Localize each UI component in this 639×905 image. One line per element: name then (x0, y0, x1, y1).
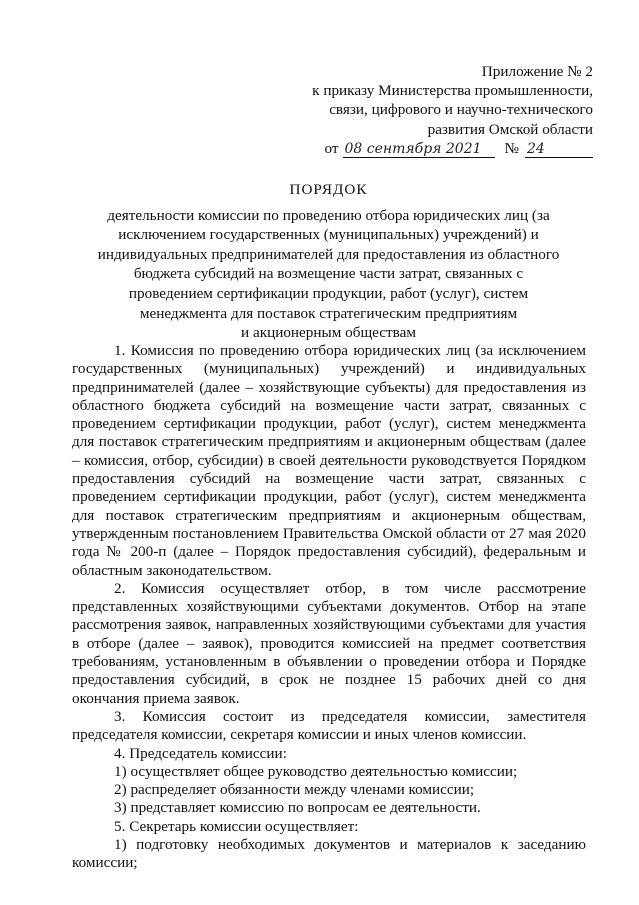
title-line: исключением государственных (муниципальных) учреждений) и (118, 226, 539, 244)
from-label: от (324, 139, 339, 157)
paragraph-item-1: 1. Комиссия по проведению отбора юридических лиц (за исключением государственных (муниципальных) учреждений) и индивидуальных предпринимателей (далее – хозяйствующие субъекты) для предоставления из областного бюджета субсидий на возмещение части затрат, связанных с проведением сертификации продукции, работ (услуг), систем менеджмента для поставок стратегическим предприятиям и акционерным обществам (далее – комиссия, отбор, субсидии) в своей деятельности руководствуется Порядком предоставления субсидий на возмещение части затрат, связанных с проведением сертификации продукции, работ (услуг), систем менеджмента для поставок стратегическим предприятиям и акционерным обществам, утвержденным постановлением Правительства Омской области от 27 мая 2020 года № 200-п (далее – Порядок предоставления субсидий), федеральным и областным законодательством. (72, 342, 586, 579)
paragraph-subitem: 1) подготовку необходимых документов и материалов к заседанию комиссии; (72, 836, 586, 872)
title-line: деятельности комиссии по проведению отбора юридических лиц (за (107, 206, 550, 224)
paragraph-item-5: 5. Секретарь комиссии осуществляет: (114, 817, 359, 835)
handwritten-number: 24 (525, 141, 593, 158)
title-line: проведением сертификации продукции, работ (услуг), систем (128, 284, 529, 302)
title-line: бюджета субсидий на возмещение части затрат, связанных с (133, 265, 524, 283)
paragraph-subitem: 3) представляет комиссию по вопросам ее деятельности. (114, 799, 481, 817)
document-body (72, 342, 586, 873)
title-line: менеджмента для поставок стратегическим предприятиям (139, 304, 518, 322)
appendix-line: связи, цифрового и научно-технического (329, 101, 593, 119)
appendix-line: к приказу Министерства промышленности, (312, 82, 593, 100)
appendix-line: Приложение № 2 (481, 63, 593, 80)
title-line: индивидуальных предпринимателей для предоставления из областного (97, 245, 560, 263)
number-label: № (504, 139, 519, 157)
handwritten-date: 08 сентября 2021 (343, 141, 495, 158)
paragraph-item-3: 3. Комиссия состоит из председателя комиссии, заместителя председателя комиссии, секретаря комиссии и иных членов комиссии. (72, 707, 586, 744)
appendix-header (293, 62, 593, 158)
appendix-line: развития Омской области (427, 120, 593, 138)
document-title (56, 180, 601, 343)
title-line: и акционерным обществам (241, 324, 416, 342)
order-date-number-row (293, 139, 593, 158)
paragraph-subitem: 1) осуществляет общее руководство деятельностью комиссии; (114, 762, 518, 780)
paragraph-subitem: 2) распределяет обязанности между членами комиссии; (114, 781, 475, 799)
paragraph-item-4: 4. Председатель комиссии: (114, 744, 287, 762)
title-heading: ПОРЯДОК (289, 181, 368, 198)
paragraph-item-2: 2. Комиссия осуществляет отбор, в том числе рассмотрение представленных хозяйствующими субъектами документов. Отбор на этапе рассмотрения заявок, направленных хозяйствующими субъектами для участия в отборе (далее – заявок), проводится комиссией на предмет соответствия требованиям, установленным в объявлении о проведении отбора и Порядке предоставления субсидий, в срок не позднее 15 рабочих дней со дня окончания приема заявок. (72, 579, 586, 707)
